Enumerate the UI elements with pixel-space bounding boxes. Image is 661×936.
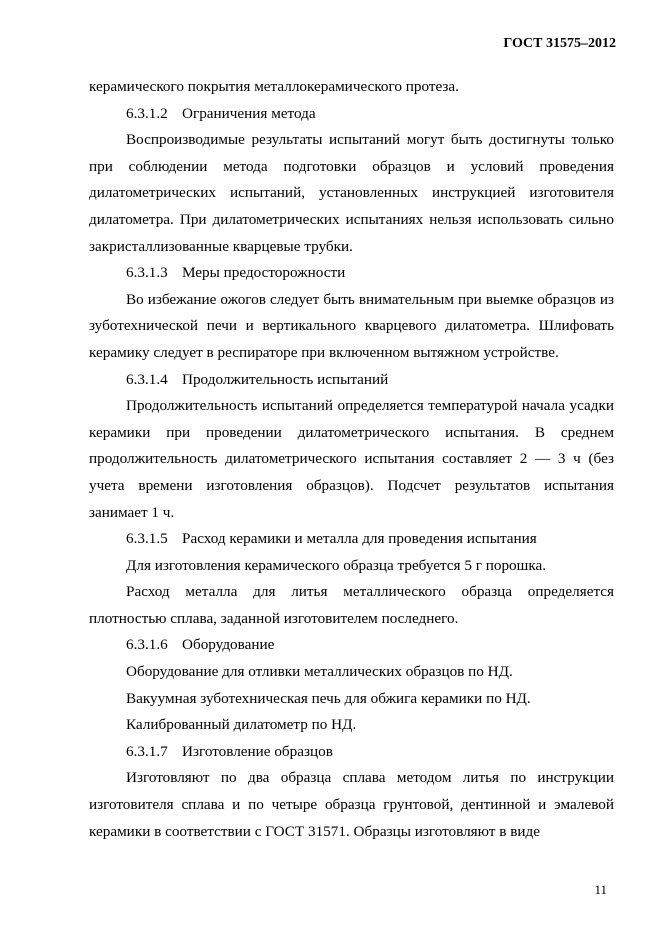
- paragraph: Расход металла для литья металлического образца определяется плотностью сплава, заданной изготовителем последнего.: [89, 583, 614, 627]
- paragraph: Во избежание ожогов следует быть внимательным при выемке образцов из зуботехнической печи и вертикального кварцевого дилатометра. Шлифовать керамику следует в респираторе при включенном вытяжном устройстве.: [89, 290, 614, 361]
- paragraph: Для изготовления керамического образца требуется 5 г порошка.: [126, 556, 547, 574]
- paragraph: Воспроизводимые результаты испытаний могут быть достигнуты только при соблюдении метода подготовки образцов и условий проведения дилатометрических испытаний, установленных инструкцией изготовителя дилатометра. При дилатометрических испытаниях нельзя использовать сильно закристаллизованные кварцевые трубки.: [89, 131, 614, 255]
- section-number: 6.3.1.3: [126, 264, 168, 282]
- section-number: 6.3.1.4: [126, 370, 168, 388]
- paragraph: Калиброванный дилатометр по НД.: [126, 716, 357, 734]
- section-heading: [89, 526, 614, 553]
- section-title: Продолжительность испытаний: [182, 370, 389, 388]
- section-heading: [89, 632, 614, 659]
- section-heading: [89, 739, 614, 766]
- page-number: 11: [594, 882, 607, 897]
- section-number: 6.3.1.6: [126, 636, 168, 654]
- paragraph: керамического покрытия металлокерамического протеза.: [89, 78, 459, 95]
- section-number: 6.3.1.2: [126, 104, 168, 122]
- section-heading: [89, 101, 614, 128]
- section-title: Оборудование: [182, 636, 275, 654]
- section-heading: [89, 260, 614, 287]
- paragraph: Оборудование для отливки металлических образцов по НД.: [126, 663, 513, 681]
- section-title: Изготовление образцов: [182, 742, 333, 760]
- section-title: Меры предосторожности: [182, 264, 346, 282]
- paragraph: Изготовляют по два образца сплава методом литья по инструкции изготовителя сплава и по четыре образца грунтовой, дентинной и эмалевой керамики в соответствии с ГОСТ 31571. Образцы изготовляют в виде: [89, 769, 614, 840]
- paragraph: Вакуумная зуботехническая печь для обжига керамики по НД.: [126, 689, 531, 707]
- section-number: 6.3.1.5: [126, 530, 168, 548]
- document-id-header: ГОСТ 31575–2012: [503, 36, 616, 51]
- section-number: 6.3.1.7: [126, 742, 168, 760]
- document-body: [89, 74, 614, 845]
- section-title: Расход керамики и металла для проведения испытания: [182, 530, 537, 548]
- paragraph: Продолжительность испытаний определяется температурой начала усадки керамики при проведении дилатометрического испытания. В среднем продолжительность дилатометрического испытания составляет 2 — 3 ч (без учета времени изготовления образцов). Подсчет результатов испытания занимает 1 ч.: [89, 397, 614, 521]
- section-heading: [89, 367, 614, 394]
- section-title: Ограничения метода: [182, 104, 316, 122]
